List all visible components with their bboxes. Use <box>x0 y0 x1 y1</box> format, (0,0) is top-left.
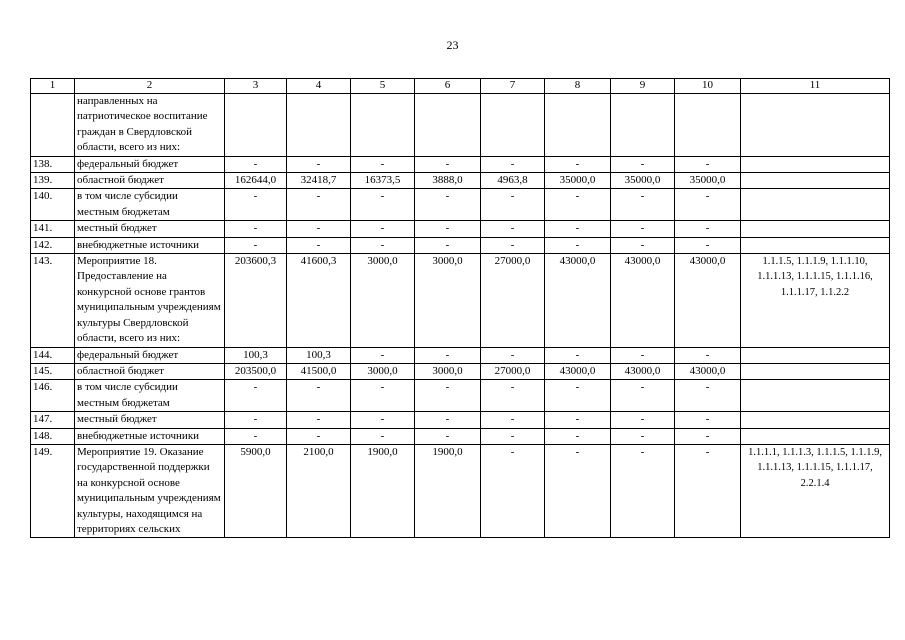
target-indicator-refs <box>741 363 890 379</box>
value-cell: - <box>287 189 351 221</box>
value-cell: 43000,0 <box>611 254 675 347</box>
column-header: 10 <box>675 79 741 94</box>
header-row <box>31 79 890 94</box>
value-cell: - <box>611 412 675 428</box>
value-cell: - <box>545 428 611 444</box>
value-cell: - <box>675 347 741 363</box>
value-cell: 162644,0 <box>225 173 287 189</box>
value-cell: - <box>675 221 741 237</box>
value-cell: - <box>481 380 545 412</box>
value-cell: - <box>415 221 481 237</box>
value-cell: 43000,0 <box>611 363 675 379</box>
target-indicator-refs <box>741 237 890 253</box>
value-cell: - <box>481 237 545 253</box>
value-cell: - <box>287 412 351 428</box>
column-header: 4 <box>287 79 351 94</box>
row-number: 144. <box>31 347 75 363</box>
value-cell: - <box>481 412 545 428</box>
value-cell: - <box>351 347 415 363</box>
value-cell <box>225 94 287 157</box>
row-number: 148. <box>31 428 75 444</box>
value-cell: 35000,0 <box>675 173 741 189</box>
value-cell: - <box>481 347 545 363</box>
value-cell: 41500,0 <box>287 363 351 379</box>
value-cell: 3888,0 <box>415 173 481 189</box>
table-row <box>31 94 890 157</box>
target-indicator-refs <box>741 380 890 412</box>
value-cell: - <box>545 189 611 221</box>
page-number: 23 <box>446 38 459 52</box>
value-cell: - <box>225 237 287 253</box>
value-cell: - <box>675 189 741 221</box>
column-header: 7 <box>481 79 545 94</box>
target-indicator-refs <box>741 156 890 172</box>
value-cell: 1900,0 <box>351 444 415 537</box>
row-name: направленных на патриотическое воспитание граждан в Свердловской области, всего из них: <box>75 94 225 157</box>
value-cell: - <box>611 444 675 537</box>
value-cell <box>351 94 415 157</box>
value-cell: 3000,0 <box>351 363 415 379</box>
value-cell: - <box>351 189 415 221</box>
value-cell: - <box>225 412 287 428</box>
value-cell: - <box>481 428 545 444</box>
row-number: 149. <box>31 444 75 537</box>
row-name: внебюджетные источники <box>75 237 225 253</box>
value-cell: - <box>415 412 481 428</box>
value-cell: - <box>351 380 415 412</box>
value-cell: 5900,0 <box>225 444 287 537</box>
value-cell: - <box>675 428 741 444</box>
value-cell: - <box>351 156 415 172</box>
value-cell: - <box>545 156 611 172</box>
column-header: 11 <box>741 79 890 94</box>
value-cell <box>415 94 481 157</box>
target-indicator-refs <box>741 189 890 221</box>
row-name: внебюджетные источники <box>75 428 225 444</box>
row-number: 140. <box>31 189 75 221</box>
row-number: 143. <box>31 254 75 347</box>
value-cell: - <box>415 237 481 253</box>
row-name: в том числе субсидии местным бюджетам <box>75 189 225 221</box>
value-cell: - <box>351 428 415 444</box>
table-row <box>31 173 890 189</box>
value-cell: 16373,5 <box>351 173 415 189</box>
table-row <box>31 380 890 412</box>
value-cell: - <box>287 428 351 444</box>
value-cell: - <box>545 444 611 537</box>
value-cell: 27000,0 <box>481 363 545 379</box>
value-cell: - <box>287 156 351 172</box>
value-cell: - <box>225 380 287 412</box>
value-cell: 32418,7 <box>287 173 351 189</box>
row-number: 142. <box>31 237 75 253</box>
row-name: местный бюджет <box>75 221 225 237</box>
value-cell: 43000,0 <box>545 254 611 347</box>
row-name: федеральный бюджет <box>75 347 225 363</box>
table-row <box>31 221 890 237</box>
table-row <box>31 254 890 347</box>
table-row <box>31 412 890 428</box>
budget-table <box>30 78 890 538</box>
table-row <box>31 189 890 221</box>
target-indicator-refs <box>741 347 890 363</box>
value-cell: - <box>287 221 351 237</box>
target-indicator-refs <box>741 428 890 444</box>
target-indicator-refs <box>741 412 890 428</box>
value-cell: - <box>225 189 287 221</box>
value-cell <box>287 94 351 157</box>
value-cell: - <box>415 428 481 444</box>
value-cell: 27000,0 <box>481 254 545 347</box>
row-number: 141. <box>31 221 75 237</box>
value-cell: - <box>481 156 545 172</box>
value-cell <box>611 94 675 157</box>
column-header: 2 <box>75 79 225 94</box>
row-name: местный бюджет <box>75 412 225 428</box>
value-cell: - <box>611 189 675 221</box>
value-cell: - <box>415 380 481 412</box>
value-cell: 43000,0 <box>545 363 611 379</box>
value-cell: 2100,0 <box>287 444 351 537</box>
row-number: 146. <box>31 380 75 412</box>
column-header: 8 <box>545 79 611 94</box>
value-cell <box>545 94 611 157</box>
value-cell: - <box>545 412 611 428</box>
row-number: 138. <box>31 156 75 172</box>
value-cell: - <box>675 412 741 428</box>
value-cell: 43000,0 <box>675 363 741 379</box>
value-cell: 35000,0 <box>545 173 611 189</box>
table-row <box>31 156 890 172</box>
value-cell: - <box>545 237 611 253</box>
column-header: 9 <box>611 79 675 94</box>
value-cell: - <box>415 189 481 221</box>
row-name: областной бюджет <box>75 363 225 379</box>
table-row <box>31 444 890 537</box>
table-row <box>31 363 890 379</box>
value-cell: 43000,0 <box>675 254 741 347</box>
row-name: Мероприятие 18. Предоставление на конкурсной основе грантов муниципальным учреждениям культуры Свердловской области, всего из них: <box>75 254 225 347</box>
table-row <box>31 428 890 444</box>
value-cell: - <box>481 221 545 237</box>
value-cell: - <box>545 221 611 237</box>
value-cell: - <box>287 380 351 412</box>
table-row <box>31 347 890 363</box>
target-indicator-refs: 1.1.1.5, 1.1.1.9, 1.1.1.10, 1.1.1.13, 1.1.1.15, 1.1.1.16, 1.1.1.17, 1.1.2.2 <box>741 254 890 347</box>
value-cell: - <box>675 380 741 412</box>
target-indicator-refs <box>741 221 890 237</box>
value-cell: - <box>225 156 287 172</box>
value-cell: - <box>611 380 675 412</box>
target-indicator-refs: 1.1.1.1, 1.1.1.3, 1.1.1.5, 1.1.1.9, 1.1.1.13, 1.1.1.15, 1.1.1.17, 2.2.1.4 <box>741 444 890 537</box>
column-header: 1 <box>31 79 75 94</box>
value-cell: 3000,0 <box>415 363 481 379</box>
table-row <box>31 237 890 253</box>
value-cell: - <box>611 237 675 253</box>
value-cell: 100,3 <box>225 347 287 363</box>
column-header: 3 <box>225 79 287 94</box>
value-cell: - <box>675 156 741 172</box>
value-cell: - <box>611 221 675 237</box>
value-cell: 1900,0 <box>415 444 481 537</box>
value-cell: - <box>611 347 675 363</box>
row-name: федеральный бюджет <box>75 156 225 172</box>
value-cell: - <box>415 156 481 172</box>
column-header: 6 <box>415 79 481 94</box>
value-cell <box>675 94 741 157</box>
value-cell: 3000,0 <box>415 254 481 347</box>
row-name: в том числе субсидии местным бюджетам <box>75 380 225 412</box>
value-cell: - <box>611 428 675 444</box>
value-cell: - <box>351 237 415 253</box>
value-cell: 41600,3 <box>287 254 351 347</box>
value-cell: - <box>287 237 351 253</box>
value-cell: 203500,0 <box>225 363 287 379</box>
value-cell: - <box>225 428 287 444</box>
value-cell: 100,3 <box>287 347 351 363</box>
row-number <box>31 94 75 157</box>
value-cell: - <box>545 347 611 363</box>
column-header: 5 <box>351 79 415 94</box>
value-cell: - <box>675 237 741 253</box>
row-name: областной бюджет <box>75 173 225 189</box>
value-cell: 203600,3 <box>225 254 287 347</box>
target-indicator-refs <box>741 173 890 189</box>
target-indicator-refs <box>741 94 890 157</box>
row-name: Мероприятие 19. Оказание государственной поддержки на конкурсной основе муниципальным учреждениям культуры, находящимся на территориях сельских <box>75 444 225 537</box>
value-cell: - <box>351 412 415 428</box>
value-cell: - <box>351 221 415 237</box>
row-number: 145. <box>31 363 75 379</box>
value-cell: - <box>225 221 287 237</box>
value-cell: - <box>545 380 611 412</box>
value-cell: 35000,0 <box>611 173 675 189</box>
row-number: 139. <box>31 173 75 189</box>
value-cell: 3000,0 <box>351 254 415 347</box>
value-cell: - <box>415 347 481 363</box>
value-cell <box>481 94 545 157</box>
value-cell: - <box>611 156 675 172</box>
value-cell: 4963,8 <box>481 173 545 189</box>
value-cell: - <box>675 444 741 537</box>
value-cell: - <box>481 444 545 537</box>
row-number: 147. <box>31 412 75 428</box>
value-cell: - <box>481 189 545 221</box>
